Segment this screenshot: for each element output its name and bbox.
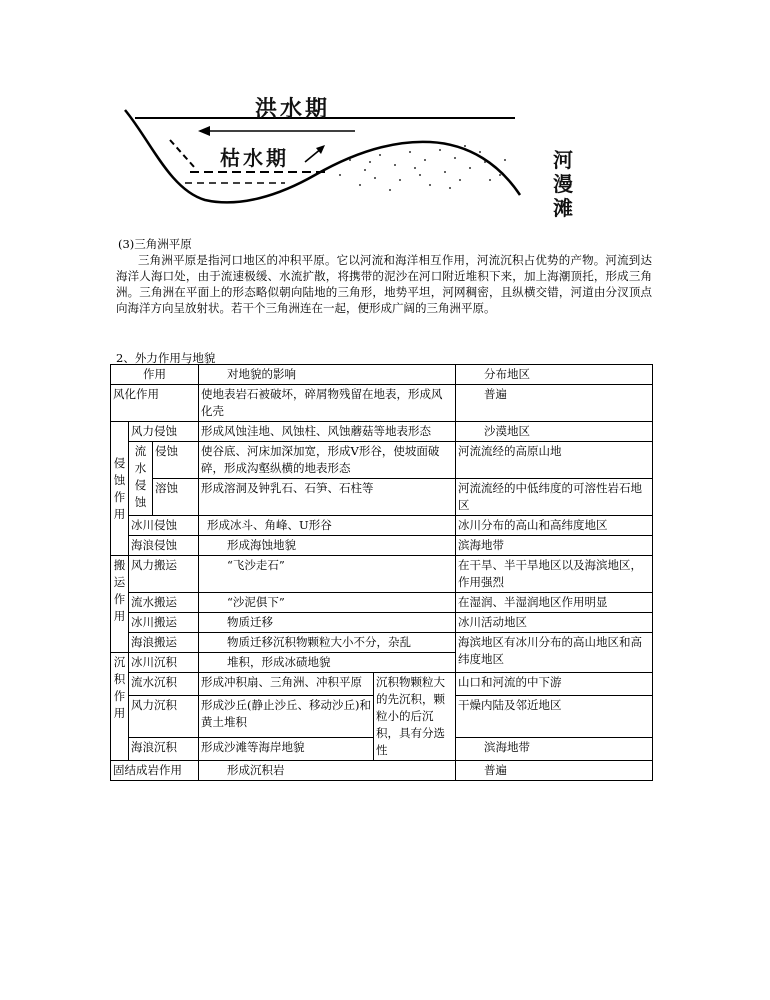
table-row: 侵 蚀 作 用 风力侵蚀 形成风蚀洼地、风蚀柱、风蚀蘑菇等地表形态 沙漠地区: [111, 422, 653, 442]
table-row: 流 水 侵 蚀 侵蚀 使谷底、河床加深加宽，形成V形谷，使坡面破碎，形成沟壑纵横的地表形态 河流流经的高原山地: [111, 442, 653, 479]
header-effect: 对地貌的影响: [199, 365, 456, 385]
cross-section-drawing: [110, 80, 610, 230]
table-title: 2、外力作用与地貌: [116, 351, 216, 365]
table-row: 流水沉积 形成冲积扇、三角洲、冲积平原 沉积物颗粒大的先沉积，颗粒小的后沉积，具有分选性 山口和河流的中下游: [111, 673, 653, 696]
header-area: 分布地区: [456, 365, 653, 385]
water-erosion-label: 流 水 侵 蚀: [129, 442, 153, 516]
table-row: 固结成岩作用 形成沉积岩 普遍: [111, 761, 653, 781]
table-row: 海浪侵蚀 形成海蚀地貌 滨海地带: [111, 536, 653, 556]
flood-arrow-head: [198, 126, 210, 136]
table-row: 海浪沉积 形成沙滩等海岸地貌 滨海地带: [111, 738, 653, 761]
table-row: 风力沉积 形成沙丘(静止沙丘、移动沙丘)和黄土堆积 干燥内陆及邻近地区: [111, 695, 653, 737]
table-row: 冰川侵蚀 形成冰斗、角峰、U形谷 冰川分布的高山和高纬度地区: [111, 516, 653, 536]
header-action: 作用: [111, 365, 199, 385]
transport-group-label: 搬 运 作 用: [111, 556, 129, 653]
river-cross-section-figure: [110, 80, 610, 230]
table-header-row: [111, 365, 653, 385]
table-row: 冰川搬运 物质迁移 冰川活动地区: [111, 613, 653, 633]
delta-paragraph: 三角洲平原是指河口地区的冲积平原。它以河流和海洋相互作用，河流沉积占优势的产物。河流到达海洋人海口处，由于流速极缓、水流扩散，将携带的泥沙在河口附近堆积下来，加上海潮顶托，形成三角洲。三角洲在平面上的形态略似朝向陆地的三角形，地势平坦，河网稠密，且纵横交错，河道由分汊顶点向海洋方向呈放射状。若干个三角洲连在一起，便形成广阔的三角洲平原。: [116, 253, 652, 315]
table-row: 风化作用 使地表岩石被破坏，碎屑物残留在地表，形成风化壳 普遍: [111, 385, 653, 422]
external-forces-table: [110, 364, 653, 781]
deposition-group-label: 沉 积 作 用: [111, 653, 129, 761]
table-row: 沉 积 作 用 冰川沉积 堆积，形成冰碛地貌: [111, 653, 653, 673]
table-row: 流水搬运 “沙泥俱下” 在湿润、半湿润地区作用明显: [111, 593, 653, 613]
dry-season-label: 枯水期: [220, 146, 289, 170]
table-row: 溶蚀 形成溶洞及钟乳石、石笋、石柱等 河流流经的中低纬度的可溶性岩石地区: [111, 479, 653, 516]
table-row: 海浪搬运 物质迁移沉积物颗粒大小不分，杂乱 海滨地区有冰川分布的高山地区和高纬度地区: [111, 633, 653, 653]
dry-bank-dashed: [170, 140, 195, 168]
floodplain-label: 河 漫 滩: [553, 148, 573, 220]
table-row: 搬 运 作 用 风力搬运 “飞沙走石” 在干旱、半干旱地区以及海滨地区，作用强烈: [111, 556, 653, 593]
sorting-note: 沉积物颗粒大的先沉积，颗粒小的后沉积，具有分选性: [374, 673, 456, 761]
erosion-group-label: 侵 蚀 作 用: [111, 422, 129, 556]
flood-season-label: 洪水期: [255, 97, 331, 122]
section-title: (3)三角洲平原: [118, 237, 192, 251]
